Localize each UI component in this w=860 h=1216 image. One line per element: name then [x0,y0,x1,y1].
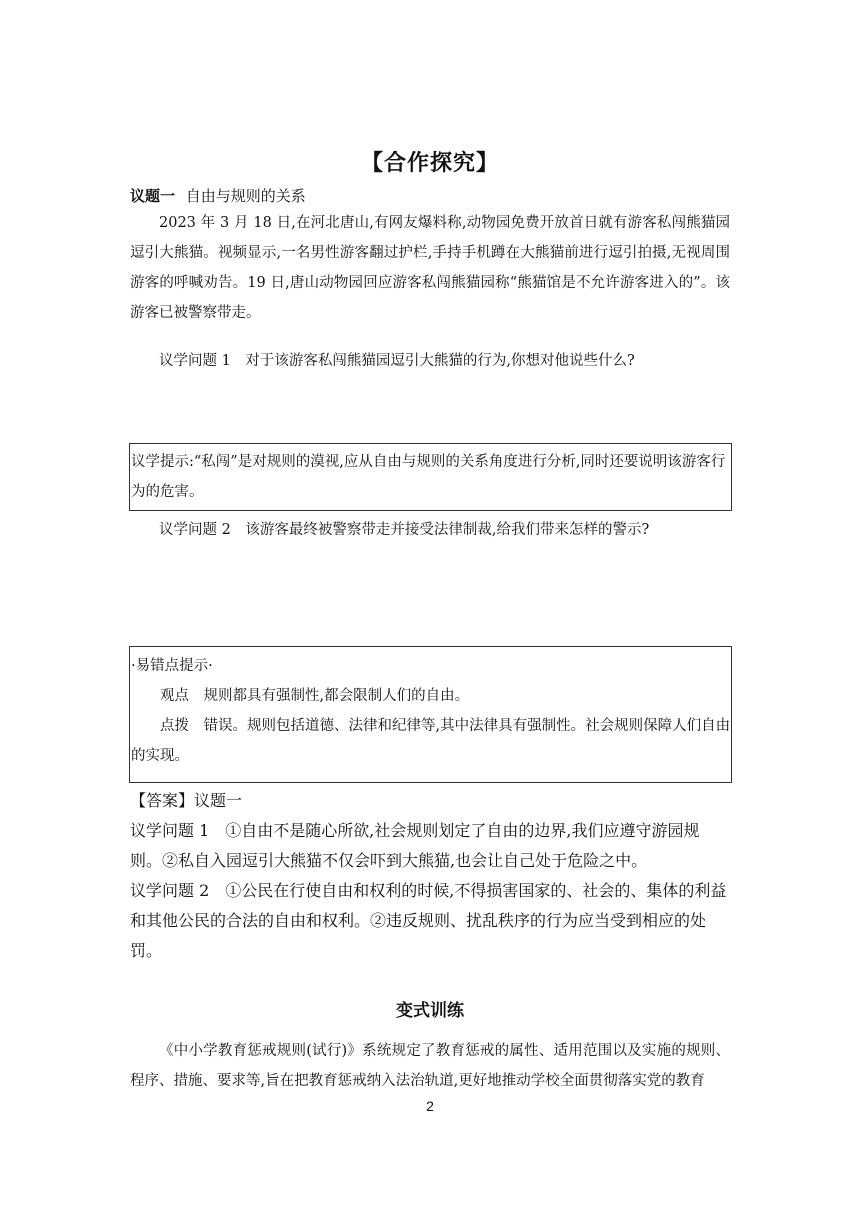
answer-block [130,786,730,966]
answer-question-1: 议学问题 1 ①自由不是随心所欲,社会规则划定了自由的边界,我们应遵守游园规则。②私自入园逗引大熊猫不仅会吓到大熊猫,也会让自己处于危险之中。 [130,821,700,870]
mistake-tip-heading: ·易错点提示· [131,658,213,674]
question-1-block [130,346,730,376]
variant-paragraph-block [130,1036,730,1096]
topic-heading [130,185,306,206]
hint-box [129,443,732,511]
section-title: 【合作探究】 [360,151,499,176]
case-paragraph-block [130,208,730,328]
hint-text: 议学提示:“私闯”是对规则的漠视,应从自由与规则的关系角度进行分析,同时还要说明该游客行为的危害。 [131,454,726,500]
question-2-block [130,515,730,545]
case-paragraph: 2023 年 3 月 18 日,在河北唐山,有网友爆料称,动物园免费开放首日就有游客私闯熊猫园逗引大熊猫。视频显示,一名男性游客翻过护栏,手持手机蹲在大熊猫前进行逗引拍摄,无视周围游客的呼喊劝告。19 日,唐山动物园回应游客私闯熊猫园称“熊猫馆是不允许游客进入的”。该游客已被警察带走。 [130,215,730,321]
variant-training-title: 变式训练 [396,1001,464,1021]
topic-label: 议题一 [130,187,176,205]
answer-question-2: 议学问题 2 ①公民在行使自由和权利的时候,不得损害国家的、社会的、集体的利益和其他公民的合法的自由和权利。②违反规则、扰乱秩序的行为应当受到相应的处罚。 [130,881,727,960]
page-number: 2 [426,1098,434,1114]
mistake-tip-comment: 点拨 错误。规则包括道德、法律和纪律等,其中法律具有强制性。社会规则保障人们自由的实现。 [131,718,731,764]
mistake-tip-box [129,646,732,783]
topic-title: 自由与规则的关系 [185,187,306,205]
variant-paragraph: 《中小学教育惩戒规则(试行)》系统规定了教育惩戒的属性、适用范围以及实施的规则、程序、措施、要求等,旨在把教育惩戒纳入法治轨道,更好地推动学校全面贯彻落实党的教育 [130,1043,730,1089]
question-1: 议学问题 1 对于该游客私闯熊猫园逗引大熊猫的行为,你想对他说些什么? [159,353,635,369]
mistake-tip-viewpoint: 观点 规则都具有强制性,都会限制人们的自由。 [160,688,470,704]
answer-heading: 【答案】议题一 [130,791,243,810]
question-2: 议学问题 2 该游客最终被警察带走并接受法律制裁,给我们带来怎样的警示? [159,522,650,538]
